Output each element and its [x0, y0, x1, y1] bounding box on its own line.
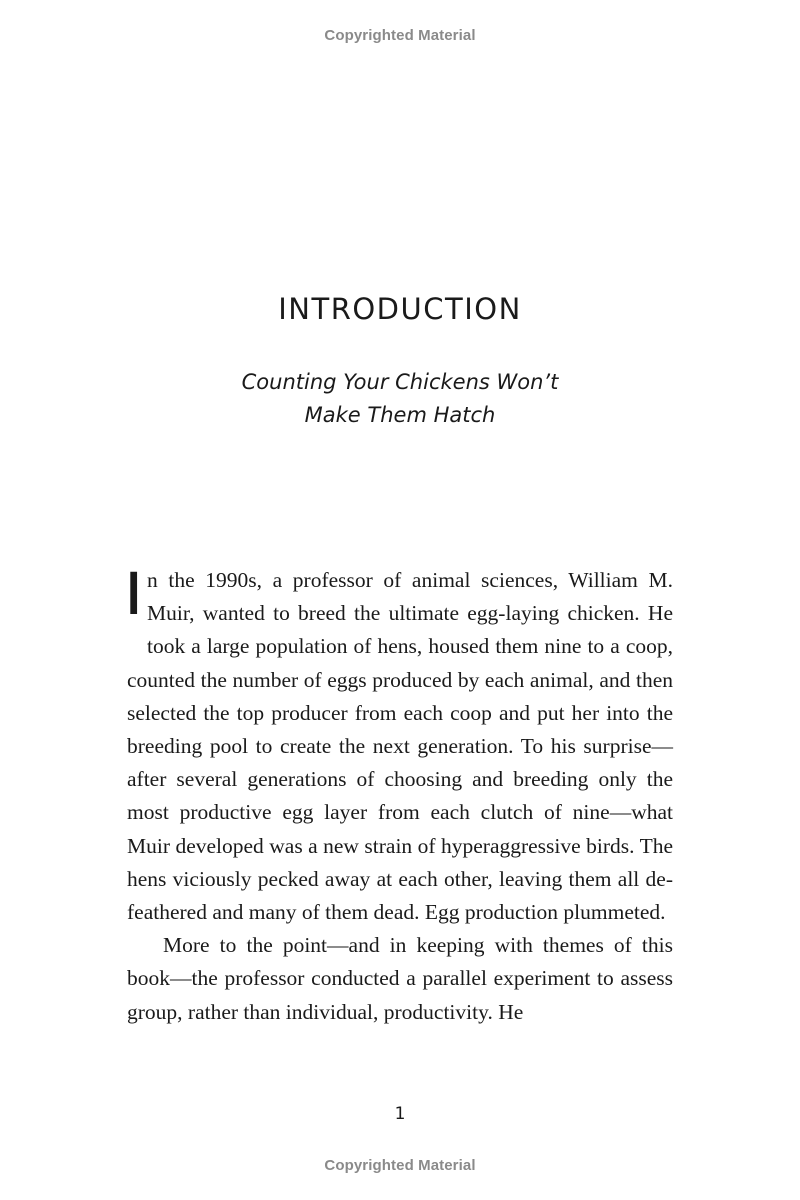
page-number: 1: [394, 1104, 406, 1124]
chapter-subtitle: [0, 366, 800, 432]
paragraph-1: [127, 560, 673, 929]
drop-cap: I: [127, 560, 141, 628]
chapter-subtitle-line-2: Make Them Hatch: [304, 403, 496, 427]
copyright-watermark-top: Copyrighted Material: [324, 27, 476, 44]
paragraph-2: More to the point—and in keeping with themes of this book—the professor conducted a parallel experiment to assess group, rather than individual, productivity. He: [127, 933, 673, 1024]
body-text: [127, 560, 673, 1029]
chapter-title: INTRODUCTION: [278, 292, 522, 326]
copyright-watermark-bottom: Copyrighted Material: [324, 1157, 476, 1174]
chapter-subtitle-line-1: Counting Your Chickens Won’t: [241, 370, 559, 394]
paragraph-1-text: n the 1990s, a professor of animal sciences, William M. Muir, wanted to breed the ultimate egg-laying chicken. He took a large population of hens, housed them nine to a coop, counted the number of eggs produced by each animal, and then selected the top producer from each coop and put her into the breeding pool to create the next generation. To his surprise—after several generations of choosing and breeding only the most productive egg layer from each clutch of nine—what Muir developed was a new strain of hyperaggressive birds. The hens viciously pecked away at each other, leaving them all de-feathered and many of them dead. Egg production plummeted.: [127, 568, 673, 925]
